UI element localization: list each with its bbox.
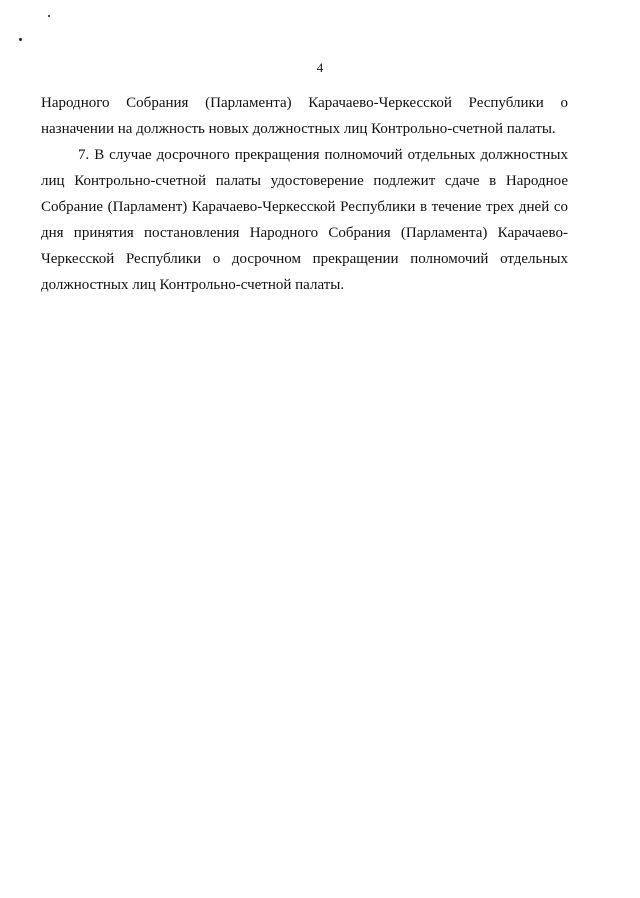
page-number: 4 xyxy=(316,60,324,75)
paragraph-item-7: 7. В случае досрочного прекращения полномочий отдельных должностных лиц Контрольно-счетной палаты удостоверение подлежит сдаче в Народное Собрание (Парламент) Карачаево-Черкесской Республики в течение трех дней со дня принятия постановления Народного Собрания (Парламента) Карачаево-Черкесской Республики о досрочном прекращении полномочий отдельных должностных лиц Контрольно-счетной палаты. xyxy=(41,147,568,293)
document-body xyxy=(41,90,568,298)
scan-speck xyxy=(48,15,50,17)
scan-speck xyxy=(19,38,22,41)
paragraph-continuation: Народного Собрания (Парламента) Карачаево-Черкесской Республики о назначении на должность новых должностных лиц Контрольно-счетной палаты. xyxy=(41,95,568,137)
